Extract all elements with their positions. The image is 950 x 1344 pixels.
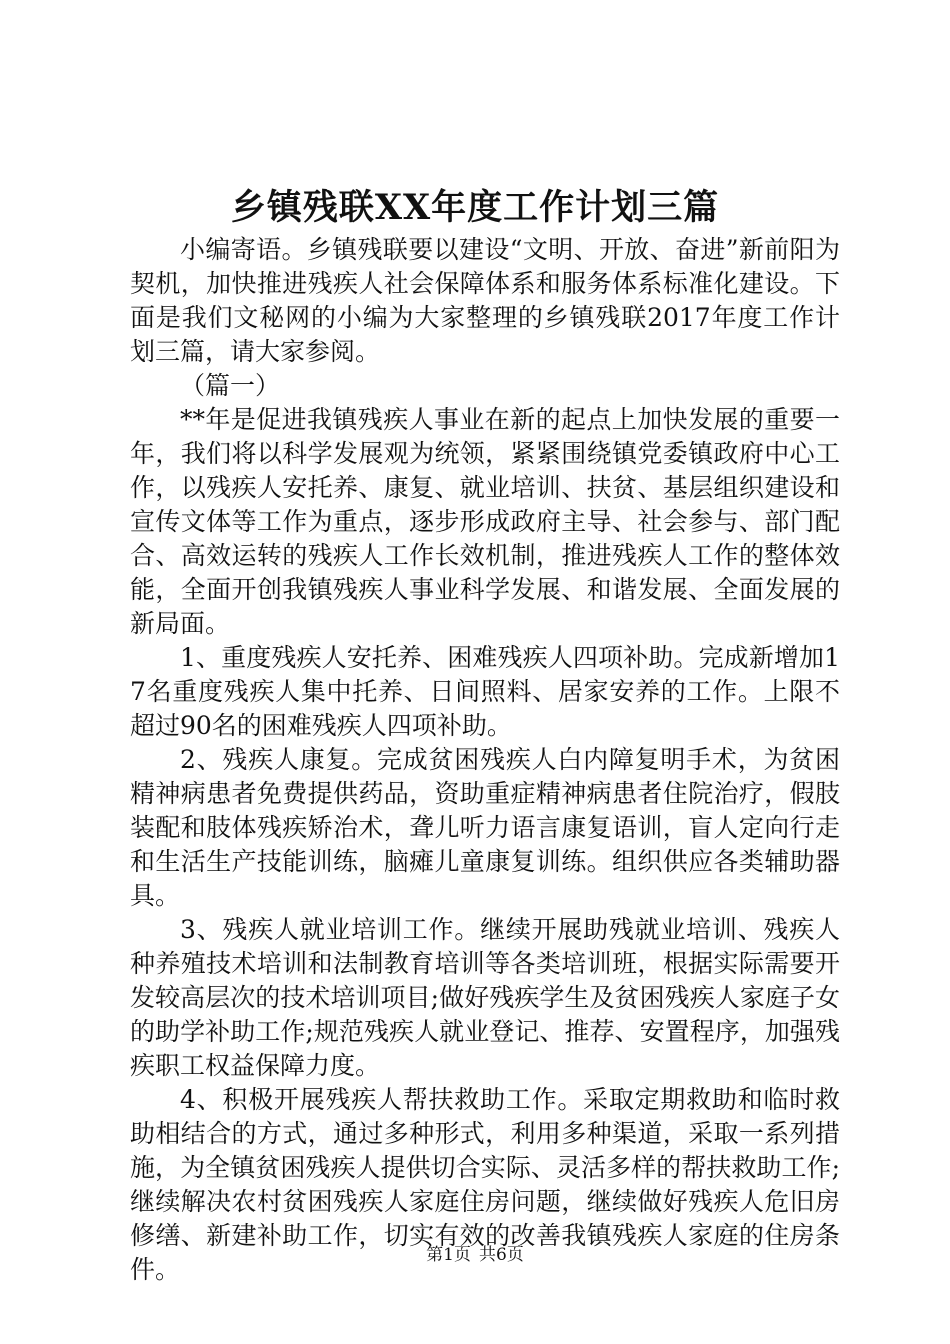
page-number: 第1页 [426, 1245, 471, 1265]
paragraph-section-heading: （篇一） [180, 371, 281, 400]
paragraph-item-2: 2、残疾人康复。完成贫困残疾人白内障复明手术，为贫困精神病患者免费提供药品，资助重症精神病患者住院治疗，假肢装配和肢体残疾矫治术，聋儿听力语言康复语训，盲人定向行走和生活生产技能训练，脑瘫儿童康复训练。组织供应各类辅助器具。 [130, 745, 840, 910]
paragraph-item-4: 4、积极开展残疾人帮扶救助工作。采取定期救助和临时救助相结合的方式，通过多种形式，利用多种渠道，采取一系列措施，为全镇贫困残疾人提供切合实际、灵活多样的帮扶救助工作;继续解决农村贫困残疾人家庭住房问题，继续做好残疾人危旧房修缮、新建补助工作，切实有效的改善我镇残疾人家庭的住房条件。 [130, 1085, 840, 1284]
paragraph-item-1: 1、重度残疾人安托养、困难残疾人四项补助。完成新增加17名重度残疾人集中托养、日间照料、居家安养的工作。上限不超过90名的困难残疾人四项补助。 [130, 643, 840, 740]
page-total: 共6页 [479, 1245, 524, 1265]
paragraph-intro: 小编寄语。乡镇残联要以建设“文明、开放、奋进”新前阳为契机，加快推进残疾人社会保障体系和服务体系标准化建设。下面是我们文秘网的小编为大家整理的乡镇残联2017年度工作计划三篇，请大家参阅。 [130, 235, 840, 366]
document-title: 乡镇残联XX年度工作计划三篇 [230, 187, 720, 228]
document-body [130, 233, 840, 1287]
paragraph-overview: **年是促进我镇残疾人事业在新的起点上加快发展的重要一年，我们将以科学发展观为统领，紧紧围绕镇党委镇政府中心工作，以残疾人安托养、康复、就业培训、扶贫、基层组织建设和宣传文体等工作为重点，逐步形成政府主导、社会参与、部门配合、高效运转的残疾人工作长效机制，推进残疾人工作的整体效能，全面开创我镇残疾人事业科学发展、和谐发展、全面发展的新局面。 [130, 405, 840, 638]
page-footer [0, 1243, 950, 1267]
paragraph-item-3: 3、残疾人就业培训工作。继续开展助残就业培训、残疾人种养殖技术培训和法制教育培训等各类培训班，根据实际需要开发较高层次的技术培训项目;做好残疾学生及贫困残疾人家庭子女的助学补助工作;规范残疾人就业登记、推荐、安置程序，加强残疾职工权益保障力度。 [130, 915, 840, 1080]
